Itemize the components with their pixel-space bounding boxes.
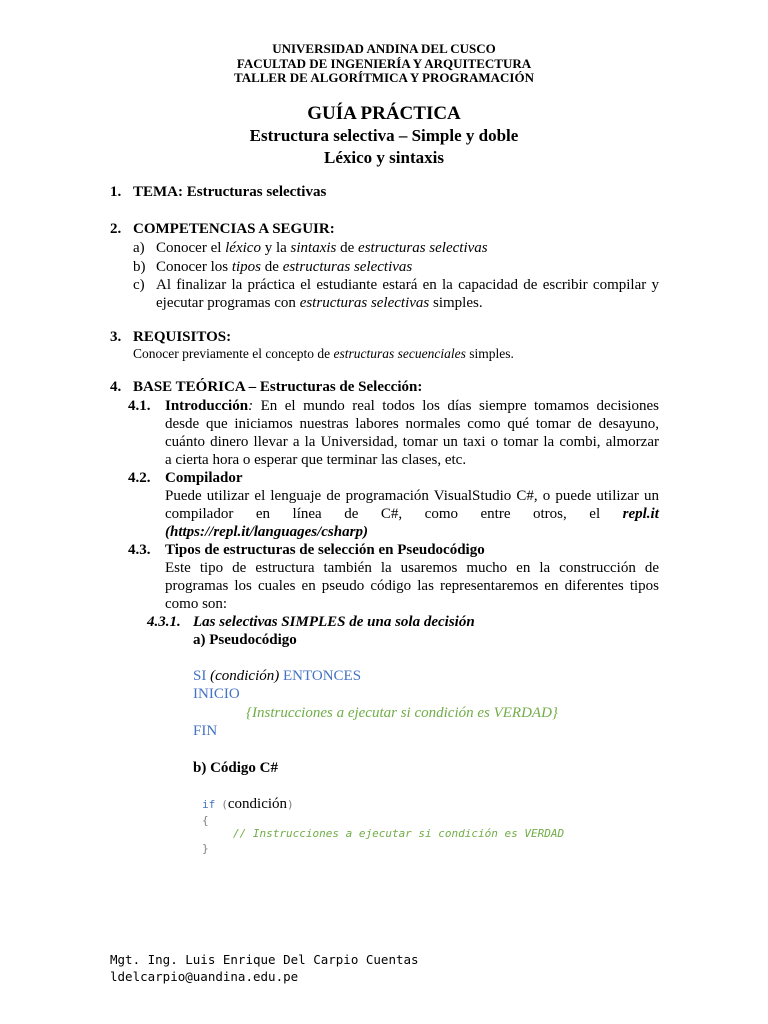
text: simples. bbox=[429, 295, 483, 311]
section-1-num: 1. bbox=[110, 184, 122, 200]
section-4-1-line-3: cuánto dinero llevar a la Universidad, tomar un taxi o tomar la combi, almorzar bbox=[165, 434, 659, 450]
footer-author: Mgt. Ing. Luis Enrique Del Carpio Cuentas bbox=[110, 952, 419, 967]
text: en bbox=[255, 506, 271, 522]
open-paren: ( bbox=[221, 798, 228, 811]
text: Conocer el bbox=[156, 240, 226, 256]
section-4-1-num: 4.1. bbox=[128, 398, 151, 414]
keyword-if: if bbox=[202, 798, 216, 811]
competency-b bbox=[156, 258, 412, 276]
section-4-2-line-2 bbox=[165, 505, 659, 523]
text: simples. bbox=[465, 346, 514, 361]
document-title: GUÍA PRÁCTICA bbox=[307, 103, 461, 124]
text-italic: sintaxis bbox=[290, 240, 337, 256]
section-4-3-line-1: Este tipo de estructura también la usaremos mucho en la construcción de bbox=[165, 560, 659, 576]
requirements-text bbox=[133, 345, 514, 363]
university-name: UNIVERSIDAD ANDINA DEL CUSCO bbox=[272, 41, 496, 56]
section-4-heading: BASE TEÓRICA – Estructuras de Selección: bbox=[133, 379, 423, 395]
text: el bbox=[589, 506, 601, 522]
text-italic: estructuras selectivas bbox=[299, 295, 430, 311]
text: compilador bbox=[165, 506, 234, 522]
list-marker-c: c) bbox=[133, 277, 145, 293]
footer-email[interactable]: ldelcarpio@uandina.edu.pe bbox=[110, 969, 299, 984]
competency-c-line-1: Al finalizar la práctica el estudiante estará en la capacidad de escribir compilar y bbox=[156, 277, 659, 293]
section-4-3-heading: Tipos de estructuras de selección en Pseudocódigo bbox=[165, 542, 485, 558]
document-header bbox=[0, 42, 768, 86]
pseudocode-instructions: {Instrucciones a ejecutar si condición es VERDAD} bbox=[246, 705, 558, 721]
open-brace: { bbox=[202, 814, 209, 827]
pseudocode-heading: a) Pseudocódigo bbox=[193, 632, 297, 648]
section-2-heading: COMPETENCIAS A SEGUIR: bbox=[133, 221, 335, 237]
text: de bbox=[344, 506, 359, 522]
text: En el mundo real todos los días siempre tomamos decisiones bbox=[253, 398, 659, 414]
text: de bbox=[261, 259, 283, 275]
close-paren: ) bbox=[287, 798, 294, 811]
section-3-num: 3. bbox=[110, 329, 122, 345]
section-4-1-heading: Introducción bbox=[165, 398, 249, 414]
faculty-name: FACULTAD DE INGENIERÍA Y ARQUITECTURA bbox=[236, 55, 532, 71]
text-italic: estructuras secuenciales bbox=[333, 346, 466, 361]
text: y la bbox=[260, 240, 291, 256]
keyword-inicio: INICIO bbox=[193, 686, 240, 702]
section-4-3-1-heading: Las selectivas SIMPLES de una sola decisión bbox=[193, 614, 475, 630]
text: ejecutar programas con bbox=[156, 295, 300, 311]
document-footer bbox=[110, 951, 419, 985]
competency-c-line-2 bbox=[156, 294, 483, 312]
csharp-heading: b) Código C# bbox=[193, 760, 279, 776]
text: como bbox=[424, 506, 458, 522]
keyword-si: SI bbox=[193, 668, 211, 684]
text: Conocer los bbox=[156, 259, 232, 275]
workshop-name: TALLER DE ALGORÍTMICA Y PROGRAMACIÓN bbox=[234, 70, 534, 85]
document-subtitle-2: Léxico y sintaxis bbox=[324, 148, 444, 167]
pseudocode-si-line bbox=[193, 667, 361, 685]
pseudocode-condition: (condición) bbox=[210, 668, 280, 684]
section-4-1-line-4: a cierta hora o esperar que terminar las clases, etc. bbox=[165, 452, 467, 468]
section-4-3-line-3: como son: bbox=[165, 596, 228, 612]
section-4-3-line-2: programas los cuales en pseudo código las representaremos en diferentes tipos bbox=[165, 578, 659, 594]
repl-it-link[interactable]: repl.it bbox=[622, 506, 659, 522]
section-4-3-1-num: 4.3.1. bbox=[147, 614, 181, 630]
csharp-comment: // Instrucciones a ejecutar si condición es VERDAD bbox=[233, 827, 565, 840]
document-subtitle: Estructura selectiva – Simple y doble bbox=[249, 126, 519, 145]
document-title-block bbox=[0, 103, 768, 169]
list-marker-b: b) bbox=[133, 259, 146, 275]
csharp-if-line bbox=[202, 795, 294, 814]
text: entre bbox=[480, 506, 511, 522]
competency-a bbox=[156, 239, 488, 257]
text: Conocer previamente el concepto de bbox=[133, 346, 334, 361]
text-italic: léxico bbox=[225, 240, 261, 256]
text-italic: estructuras selectivas bbox=[282, 259, 413, 275]
text-italic: tipos bbox=[231, 259, 262, 275]
keyword-entonces: ENTONCES bbox=[279, 668, 362, 684]
section-4-3-num: 4.3. bbox=[128, 542, 151, 558]
keyword-fin: FIN bbox=[193, 723, 218, 739]
text-italic: : bbox=[248, 398, 254, 414]
list-marker-a: a) bbox=[133, 240, 145, 256]
section-4-1-line-1 bbox=[165, 397, 659, 415]
section-4-2-num: 4.2. bbox=[128, 470, 151, 486]
repl-url[interactable]: (https://repl.it/languages/csharp) bbox=[165, 524, 368, 540]
close-brace: } bbox=[202, 842, 209, 855]
section-4-num: 4. bbox=[110, 379, 122, 395]
text: de bbox=[336, 240, 359, 256]
section-4-1-line-2: desde que iniciamos nuestras labores normales como qué tomar de desayuno, bbox=[165, 416, 659, 432]
csharp-condition: condición bbox=[227, 796, 288, 812]
section-1-heading: TEMA: Estructuras selectivas bbox=[133, 184, 327, 200]
text: línea bbox=[292, 506, 322, 522]
text: C#, bbox=[380, 506, 403, 522]
section-2-num: 2. bbox=[110, 221, 122, 237]
text: otros, bbox=[533, 506, 567, 522]
text-italic: estructuras selectivas bbox=[358, 240, 488, 256]
section-3-heading: REQUISITOS: bbox=[133, 329, 232, 345]
section-4-2-heading: Compilador bbox=[165, 470, 243, 486]
section-4-2-line-1: Puede utilizar el lenguaje de programación VisualStudio C#, o puede utilizar un bbox=[165, 488, 659, 504]
